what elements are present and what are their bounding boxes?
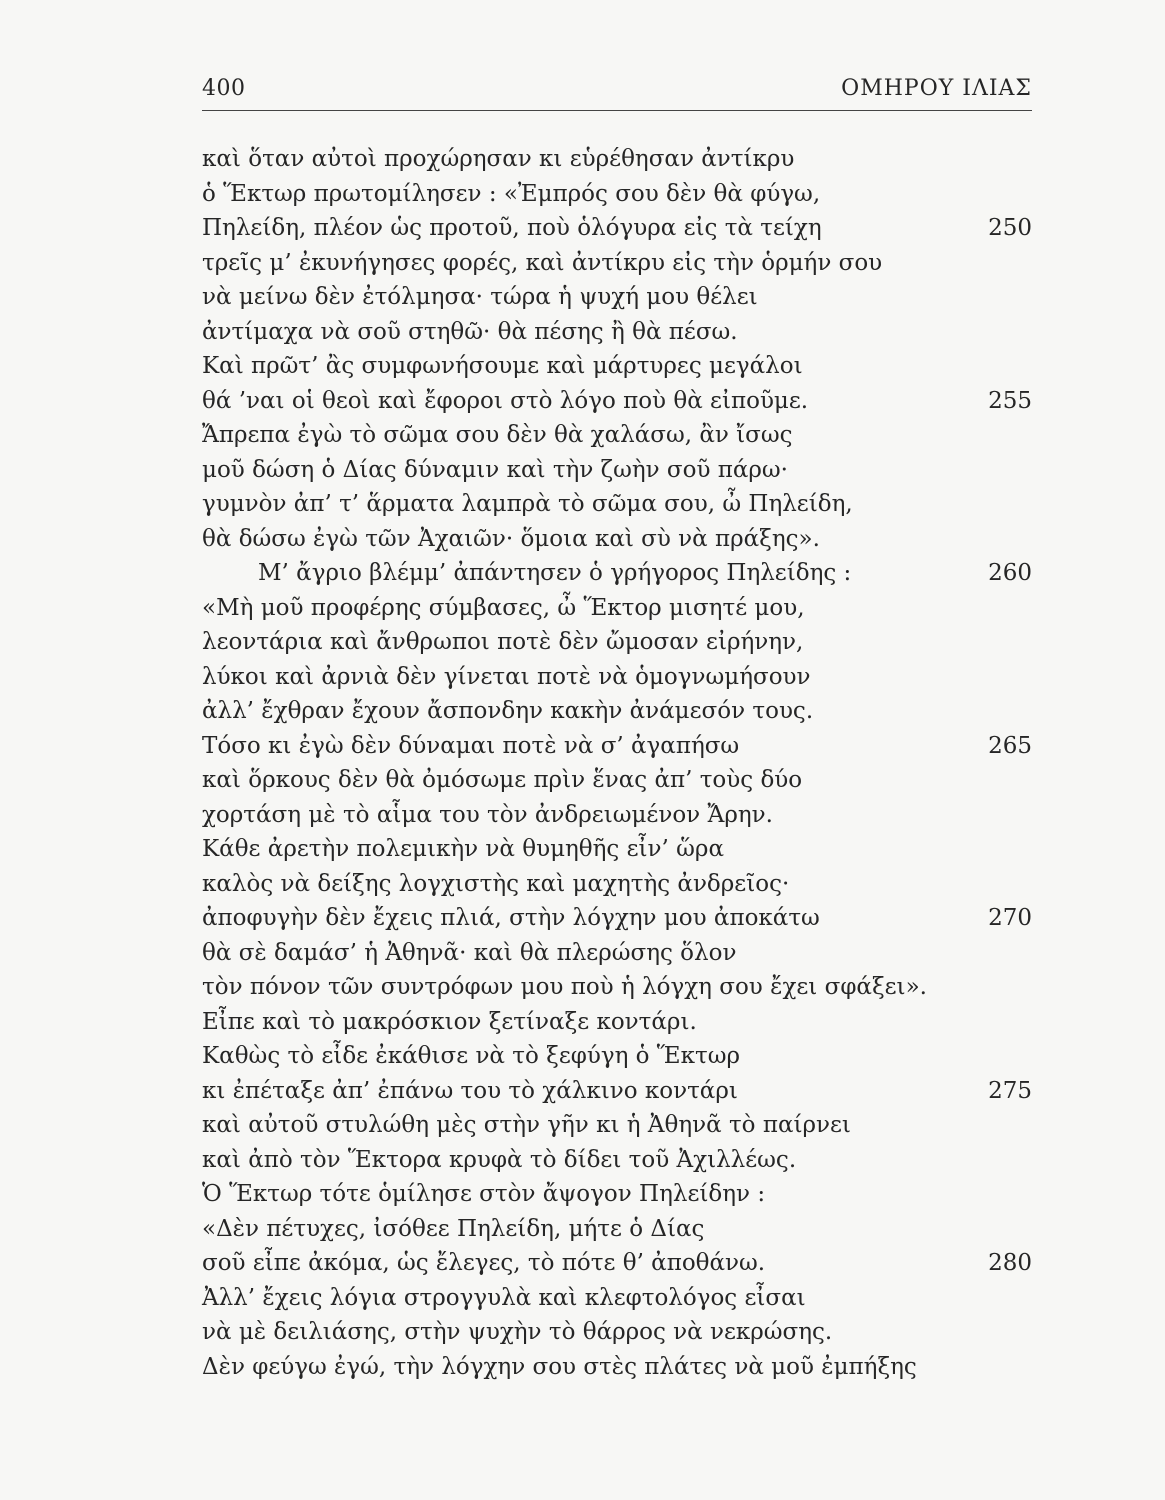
- verse-line: [202, 867, 1032, 902]
- verse-text: Τόσο κι ἐγὼ δὲν δύναμαι ποτὲ νὰ σ’ ἀγαπήσω: [202, 732, 740, 759]
- line-number: 265: [988, 732, 1032, 759]
- verse-text: Εἶπε καὶ τὸ μακρόσκιον ξετίναξε κοντάρι.: [202, 1008, 697, 1035]
- verse-text: χορτάση μὲ τὸ αἷμα του τὸν ἀνδρειωμένον Ἄρην.: [202, 801, 773, 828]
- running-title: ΟΜΗΡΟΥ ΙΛΙΑΣ: [841, 76, 1032, 101]
- verse-text: Ἀλλ’ ἔχεις λόγια στρογγυλὰ καὶ κλεφτολόγος εἶσαι: [202, 1284, 806, 1311]
- verse-line: [202, 1108, 1032, 1143]
- verse-line: [202, 1212, 1032, 1247]
- verse-text: θὰ σὲ δαμάσ’ ἡ Ἀθηνᾶ· καὶ θὰ πλερώσης ὅλον: [202, 939, 737, 966]
- verse-line: [202, 418, 1032, 453]
- verse-text: τὸν πόνον τῶν συντρόφων μου ποὺ ἡ λόγχη σου ἔχει σφάξει».: [202, 974, 927, 1000]
- verse-line: [202, 832, 1032, 867]
- verse-line: [202, 280, 1032, 315]
- line-number: 260: [988, 560, 1032, 586]
- verse-line: [202, 1074, 1032, 1109]
- verse-text: μοῦ δώση ὁ Δίας δύναμιν καὶ τὴν ζωὴν σοῦ πάρω·: [202, 456, 788, 483]
- verse-line: [202, 1143, 1032, 1178]
- verse-text: ἀλλ’ ἔχθραν ἔχουν ἄσπονδην κακὴν ἀνάμεσόν τους.: [202, 698, 814, 724]
- verse-text: καλὸς νὰ δείξης λογχιστὴς καὶ μαχητὴς ἀνδρεῖος·: [202, 870, 790, 897]
- verse-text: Καὶ πρῶτ’ ἂς συμφωνήσουμε καὶ μάρτυρες μεγάλοι: [202, 353, 803, 379]
- verse-text: ἀντίμαχα νὰ σοῦ στηθῶ· θὰ πέσης ἢ θὰ πέσω.: [202, 318, 738, 345]
- verse-line: [202, 349, 1032, 384]
- line-number: 280: [988, 1250, 1032, 1276]
- verse-text: ὁ Ἕκτωρ πρωτομίλησεν : «Ἐμπρός σου δὲν θὰ φύγω,: [202, 180, 821, 207]
- verse-line: [202, 315, 1032, 350]
- verse-line: [202, 660, 1032, 695]
- verse-text: Πηλείδη, πλέον ὡς προτοῦ, ποὺ ὁλόγυρα εἰς τὰ τείχη: [202, 215, 822, 241]
- verse-line: [202, 763, 1032, 798]
- verse-line: [202, 936, 1032, 971]
- verse-line: [202, 487, 1032, 522]
- header-rule: [202, 110, 1032, 111]
- verse-line: [202, 970, 1032, 1005]
- verse-line: [202, 1005, 1032, 1040]
- verse-line: [202, 1177, 1032, 1212]
- verse-line: [202, 625, 1032, 660]
- verse-list: [202, 142, 1032, 1384]
- verse-text: Δὲν φεύγω ἐγώ, τὴν λόγχην σου στὲς πλάτες νὰ μοῦ ἐμπήξης: [202, 1353, 917, 1380]
- verse-line: [202, 901, 1032, 936]
- verse-line: [202, 177, 1032, 212]
- verse-line: [202, 1039, 1032, 1074]
- verse-text: θὰ δώσω ἐγὼ τῶν Ἀχαιῶν· ὅμοια καὶ σὺ νὰ πράξης».: [202, 525, 820, 552]
- verse-text: «Δὲν πέτυχες, ἰσόθεε Πηλείδη, μήτε ὁ Δίας: [202, 1215, 705, 1242]
- verse-line: [202, 694, 1032, 729]
- verse-text: κι ἐπέταξε ἀπ’ ἐπάνω του τὸ χάλκινο κοντάρι: [202, 1077, 738, 1104]
- verse-text: Κάθε ἀρετὴν πολεμικὴν νὰ θυμηθῆς εἶν’ ὥρα: [202, 836, 724, 862]
- line-number: 275: [988, 1077, 1032, 1104]
- line-number: 270: [988, 905, 1032, 931]
- verse-line: [202, 246, 1032, 281]
- verse-text: καὶ ὅταν αὐτοὶ προχώρησαν κι εὑρέθησαν ἀντίκρυ: [202, 146, 795, 172]
- verse-line: [202, 729, 1032, 764]
- verse-text: νὰ μείνω δὲν ἐτόλμησα· τώρα ἡ ψυχή μου θέλει: [202, 284, 758, 310]
- verse-text: Μ’ ἄγριο βλέμμ’ ἀπάντησεν ὁ γρήγορος Πηλείδης :: [258, 560, 852, 586]
- verse-text: καὶ αὐτοῦ στυλώθη μὲς στὴν γῆν κι ἡ Ἀθηνᾶ τὸ παίρνει: [202, 1112, 851, 1138]
- verse-line: [202, 798, 1032, 833]
- verse-text: Ὁ Ἕκτωρ τότε ὁμίλησε στὸν ἄψογον Πηλείδην :: [202, 1181, 766, 1207]
- verse-text: τρεῖς μ’ ἐκυνήγησες φορές, καὶ ἀντίκρυ εἰς τὴν ὁρμήν σου: [202, 249, 883, 276]
- verse-text: νὰ μὲ δειλιάσης, στὴν ψυχὴν τὸ θάρρος νὰ νεκρώσης.: [202, 1319, 833, 1345]
- line-number: 250: [988, 215, 1032, 241]
- verse-line: [202, 384, 1032, 419]
- verse-text: καὶ ἀπὸ τὸν Ἕκτορα κρυφὰ τὸ δίδει τοῦ Ἀχιλλέως.: [202, 1146, 797, 1173]
- line-number: 255: [988, 387, 1032, 414]
- verse-text: Ἄπρεπα ἐγὼ τὸ σῶμα σου δὲν θὰ χαλάσω, ἂν ἴσως: [202, 422, 793, 448]
- verse-text: λεοντάρια καὶ ἄνθρωποι ποτὲ δὲν ὤμοσαν εἰρήνην,: [202, 629, 804, 655]
- verse-text: ἀποφυγὴν δὲν ἔχεις πλιά, στὴν λόγχην μου ἀποκάτω: [202, 905, 820, 931]
- verse-text: Καθὼς τὸ εἶδε ἐκάθισε νὰ τὸ ξεφύγη ὁ Ἕκτωρ: [202, 1043, 740, 1069]
- verse-text: γυμνὸν ἀπ’ τ’ ἅρματα λαμπρὰ τὸ σῶμα σου, ὦ Πηλείδη,: [202, 491, 853, 517]
- verse-line: [202, 211, 1032, 246]
- verse-line: [202, 522, 1032, 557]
- verse-line: [202, 591, 1032, 626]
- page-number: 400: [202, 76, 246, 101]
- verse-text: σοῦ εἶπε ἀκόμα, ὡς ἔλεγες, τὸ πότε θ’ ἀποθάνω.: [202, 1250, 766, 1276]
- verse-line: [202, 1246, 1032, 1281]
- verse-text: λύκοι καὶ ἀρνιὰ δὲν γίνεται ποτὲ νὰ ὁμογνωμήσουν: [202, 663, 811, 690]
- verse-line: [202, 453, 1032, 488]
- verse-line: [202, 1350, 1032, 1385]
- verse-text: «Μὴ μοῦ προφέρης σύμβασες, ὦ Ἕκτορ μισητέ μου,: [202, 594, 805, 621]
- verse-text: θά ’ναι οἱ θεοὶ καὶ ἔφοροι στὸ λόγο ποὺ θὰ εἰποῦμε.: [202, 387, 809, 414]
- verse-text: καὶ ὅρκους δὲν θὰ ὀμόσωμε πρὶν ἕνας ἀπ’ τοὺς δύο: [202, 767, 803, 793]
- verse-line: [202, 1315, 1032, 1350]
- verse-line: [202, 1281, 1032, 1316]
- page-header: [202, 76, 1032, 106]
- verse-line: [202, 556, 1032, 591]
- verse-line: [202, 142, 1032, 177]
